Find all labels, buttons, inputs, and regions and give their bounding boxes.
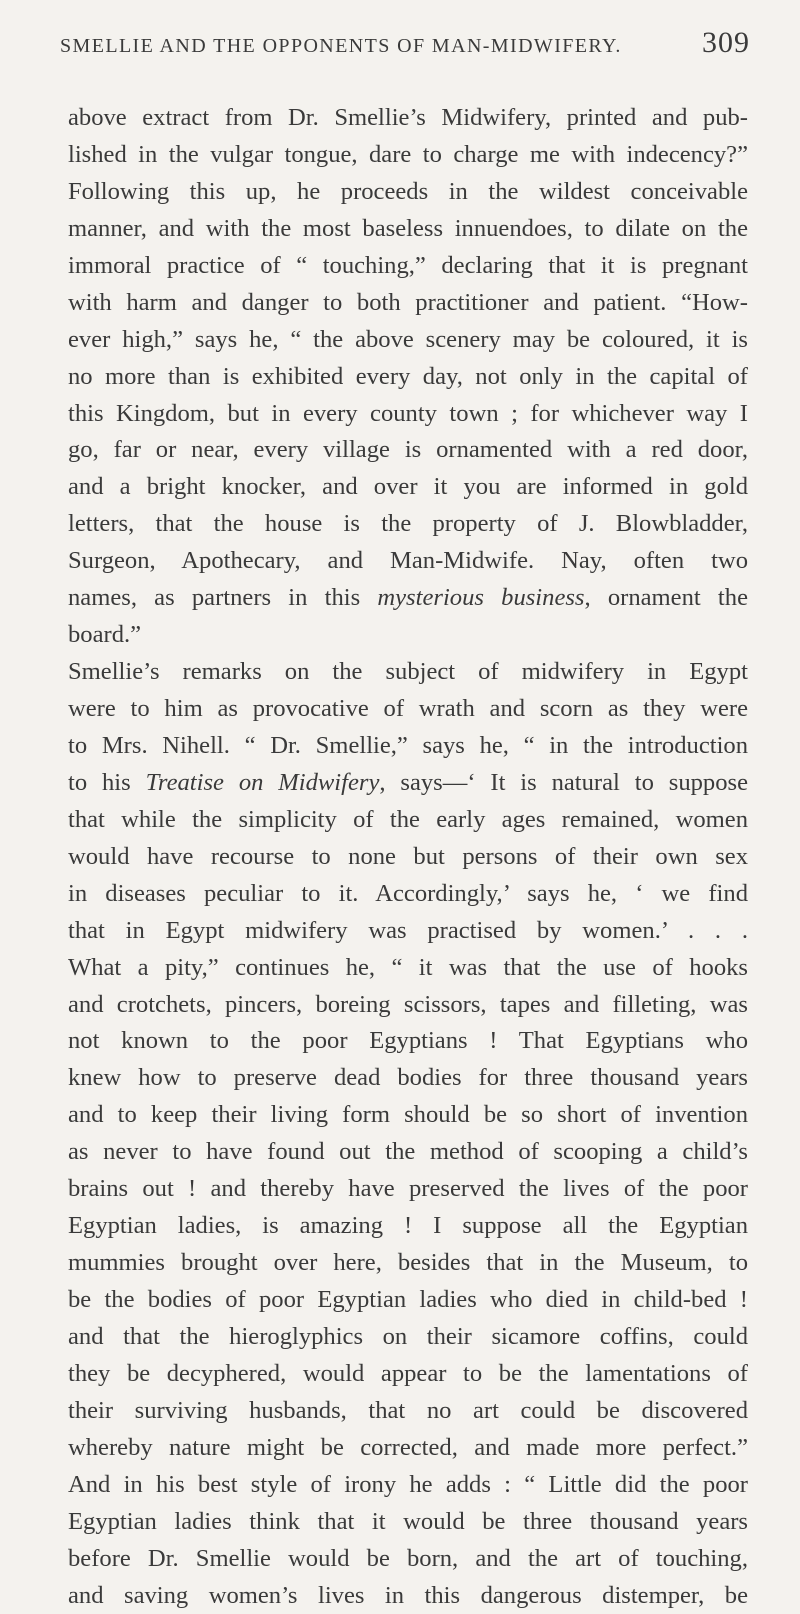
running-head-title: SMELLIE AND THE OPPONENTS OF MAN-MIDWIFERY. — [60, 35, 622, 58]
text-line: immoral practice of “ touching,” declaring that it is pregnant — [68, 248, 748, 285]
text-line: as never to have found out the method of scooping a child’s — [68, 1134, 748, 1171]
text-run: names, as partners in this — [68, 584, 377, 611]
text-line: they be decyphered, would appear to be the lamentations of — [68, 1356, 748, 1393]
text-line: lished in the vulgar tongue, dare to charge me with indecency?” — [68, 137, 748, 174]
text-line: Egyptian ladies, is amazing ! I suppose all the Egyptian — [68, 1208, 748, 1245]
text-run: to his — [68, 769, 146, 796]
text-line: go, far or near, every village is ornamented with a red door, — [68, 432, 748, 469]
text-line: not known to the poor Egyptians ! That Egyptians who — [68, 1023, 748, 1060]
text-line: to Mrs. Nihell. “ Dr. Smellie,” says he, “ in the introduction — [68, 728, 748, 765]
body-text — [68, 100, 748, 1614]
text-line — [68, 765, 748, 802]
italic-title: mysterious business — [377, 584, 584, 611]
text-line: manner, and with the most baseless innuendoes, to dilate on the — [68, 211, 748, 248]
text-line: Smellie’s remarks on the subject of midwifery in Egypt — [68, 654, 748, 691]
text-line: their surviving husbands, that no art could be discovered — [68, 1393, 748, 1430]
text-line: brains out ! and thereby have preserved the lives of the poor — [68, 1171, 748, 1208]
text-line: were to him as provocative of wrath and scorn as they were — [68, 691, 748, 728]
text-line: above extract from Dr. Smellie’s Midwifery, printed and pub- — [68, 100, 748, 137]
running-head — [60, 26, 750, 60]
text-line: and a bright knocker, and over it you are informed in gold — [68, 469, 748, 506]
text-line: What a pity,” continues he, “ it was that the use of hooks — [68, 950, 748, 987]
text-line: with harm and danger to both practitioner and patient. “How- — [68, 285, 748, 322]
text-line — [68, 580, 748, 617]
text-line: that while the simplicity of the early ages remained, women — [68, 802, 748, 839]
text-line: and saving women’s lives in this dangerous distemper, be — [68, 1578, 748, 1614]
text-line: be the bodies of poor Egyptian ladies who died in child-bed ! — [68, 1282, 748, 1319]
text-line: and that the hieroglyphics on their sicamore coffins, could — [68, 1319, 748, 1356]
text-line: And in his best style of irony he adds : “ Little did the poor — [68, 1467, 748, 1504]
text-line: Following this up, he proceeds in the wildest conceivable — [68, 174, 748, 211]
text-line: mummies brought over here, besides that in the Museum, to — [68, 1245, 748, 1282]
text-line: would have recourse to none but persons of their own sex — [68, 839, 748, 876]
text-line: Egyptian ladies think that it would be three thousand years — [68, 1504, 748, 1541]
text-line: this Kingdom, but in every county town ; for whichever way I — [68, 396, 748, 433]
page-number: 309 — [702, 26, 750, 60]
text-line: and to keep their living form should be so short of invention — [68, 1097, 748, 1134]
text-line: letters, that the house is the property of J. Blowbladder, — [68, 506, 748, 543]
text-line: Surgeon, Apothecary, and Man-Midwife. Nay, often two — [68, 543, 748, 580]
text-line: knew how to preserve dead bodies for three thousand years — [68, 1060, 748, 1097]
text-line: board.” — [68, 617, 748, 654]
italic-title: Treatise on Midwifery — [146, 769, 380, 796]
text-run: , says—‘ It is natural to suppose — [379, 769, 748, 796]
text-line: that in Egypt midwifery was practised by women.’ . . . — [68, 913, 748, 950]
text-line: and crotchets, pincers, boreing scissors, tapes and filleting, was — [68, 987, 748, 1024]
text-line: in diseases peculiar to it. Accordingly,’ says he, ‘ we find — [68, 876, 748, 913]
text-line: no more than is exhibited every day, not only in the capital of — [68, 359, 748, 396]
text-line: ever high,” says he, “ the above scenery may be coloured, it is — [68, 322, 748, 359]
text-line: before Dr. Smellie would be born, and the art of touching, — [68, 1541, 748, 1578]
text-line: whereby nature might be corrected, and made more perfect.” — [68, 1430, 748, 1467]
text-run: , ornament the — [585, 584, 748, 611]
